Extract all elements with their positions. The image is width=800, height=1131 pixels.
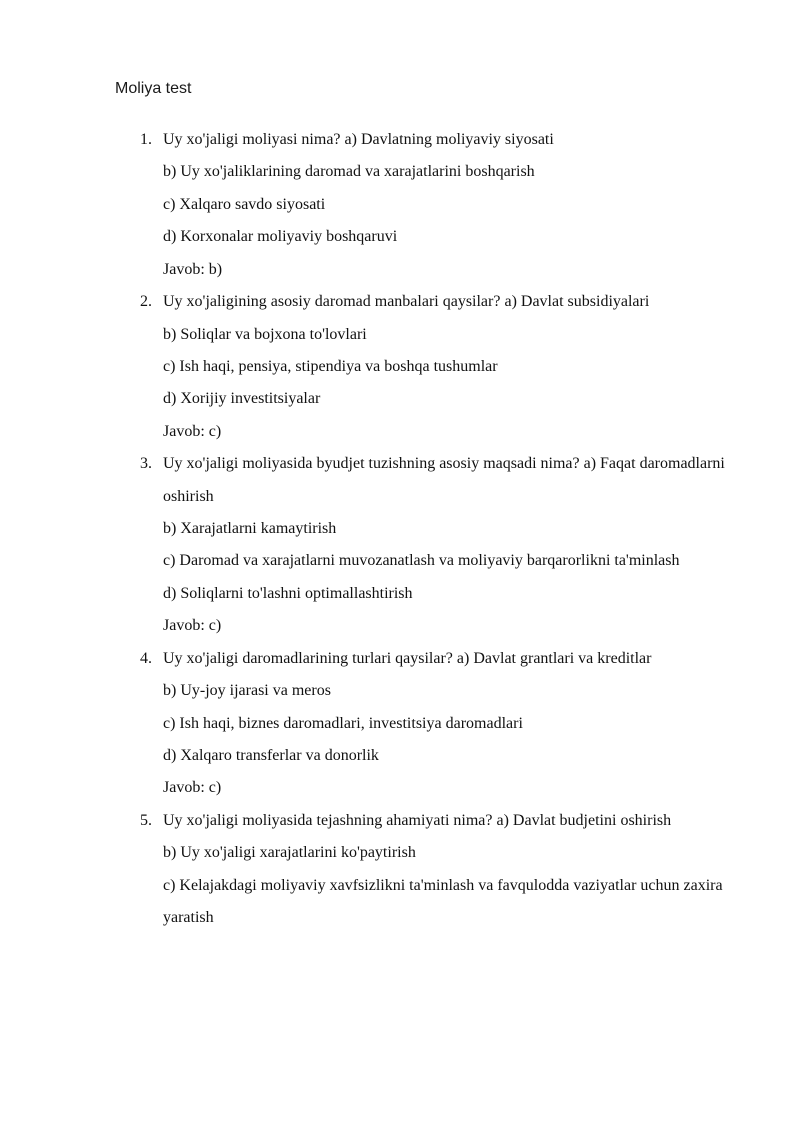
option-d: d) Xalqaro transferlar va donorlik (163, 747, 379, 765)
answer-line: Javob: c) (163, 779, 222, 797)
question-number: 4. (140, 649, 152, 667)
option-b: b) Uy xo'jaligi xarajatlarini ko'paytirish (163, 844, 416, 862)
question-with-option-a: Uy xo'jaligi moliyasida byudjet tuzishning asosiy maqsadi nima? a) Faqat daromadlarni oshirish (163, 455, 725, 505)
option-b: b) Uy xo'jaliklarining daromad va xarajatlarini boshqarish (163, 163, 535, 181)
question-item-2 (140, 286, 740, 448)
question-item-4 (140, 643, 740, 805)
question-number: 5. (140, 811, 152, 829)
option-d: d) Xorijiy investitsiyalar (163, 390, 321, 408)
answer-line: Javob: c) (163, 617, 222, 635)
option-c: c) Kelajakdagi moliyaviy xavfsizlikni ta'minlash va favqulodda vaziyatlar uchun zaxira yaratish (163, 876, 723, 927)
question-number: 3. (140, 455, 152, 473)
option-b: b) Uy-joy ijarasi va meros (163, 682, 331, 700)
question-item-1 (140, 124, 740, 286)
document-title: Moliya test (115, 80, 192, 97)
answer-line: Javob: c) (163, 422, 222, 440)
question-with-option-a: Uy xo'jaligining asosiy daromad manbalari qaysilar? a) Davlat subsidiyalari (163, 293, 650, 311)
option-c: c) Ish haqi, pensiya, stipendiya va boshqa tushumlar (163, 357, 498, 375)
option-c: c) Ish haqi, biznes daromadlari, investitsiya daromadlari (163, 714, 523, 732)
option-b: b) Xarajatlarni kamaytirish (163, 520, 337, 538)
question-item-5 (140, 805, 740, 935)
answer-line: Javob: b) (163, 260, 223, 278)
question-item-3 (140, 448, 740, 643)
option-d: d) Soliqlarni to'lashni optimallashtirish (163, 584, 413, 602)
option-b: b) Soliqlar va bojxona to'lovlari (163, 325, 367, 343)
question-number: 2. (140, 293, 152, 311)
option-d: d) Korxonalar moliyaviy boshqaruvi (163, 228, 398, 246)
option-c: c) Daromad va xarajatlarni muvozanatlash va moliyaviy barqarorlikni ta'minlash (163, 552, 680, 570)
option-c: c) Xalqaro savdo siyosati (163, 195, 326, 213)
question-list (140, 124, 740, 935)
question-with-option-a: Uy xo'jaligi moliyasida tejashning ahamiyati nima? a) Davlat budjetini oshirish (163, 811, 672, 829)
question-with-option-a: Uy xo'jaligi daromadlarining turlari qaysilar? a) Davlat grantlari va kreditlar (163, 649, 652, 667)
question-with-option-a: Uy xo'jaligi moliyasi nima? a) Davlatning moliyaviy siyosati (163, 131, 554, 148)
question-number: 1. (140, 131, 152, 148)
